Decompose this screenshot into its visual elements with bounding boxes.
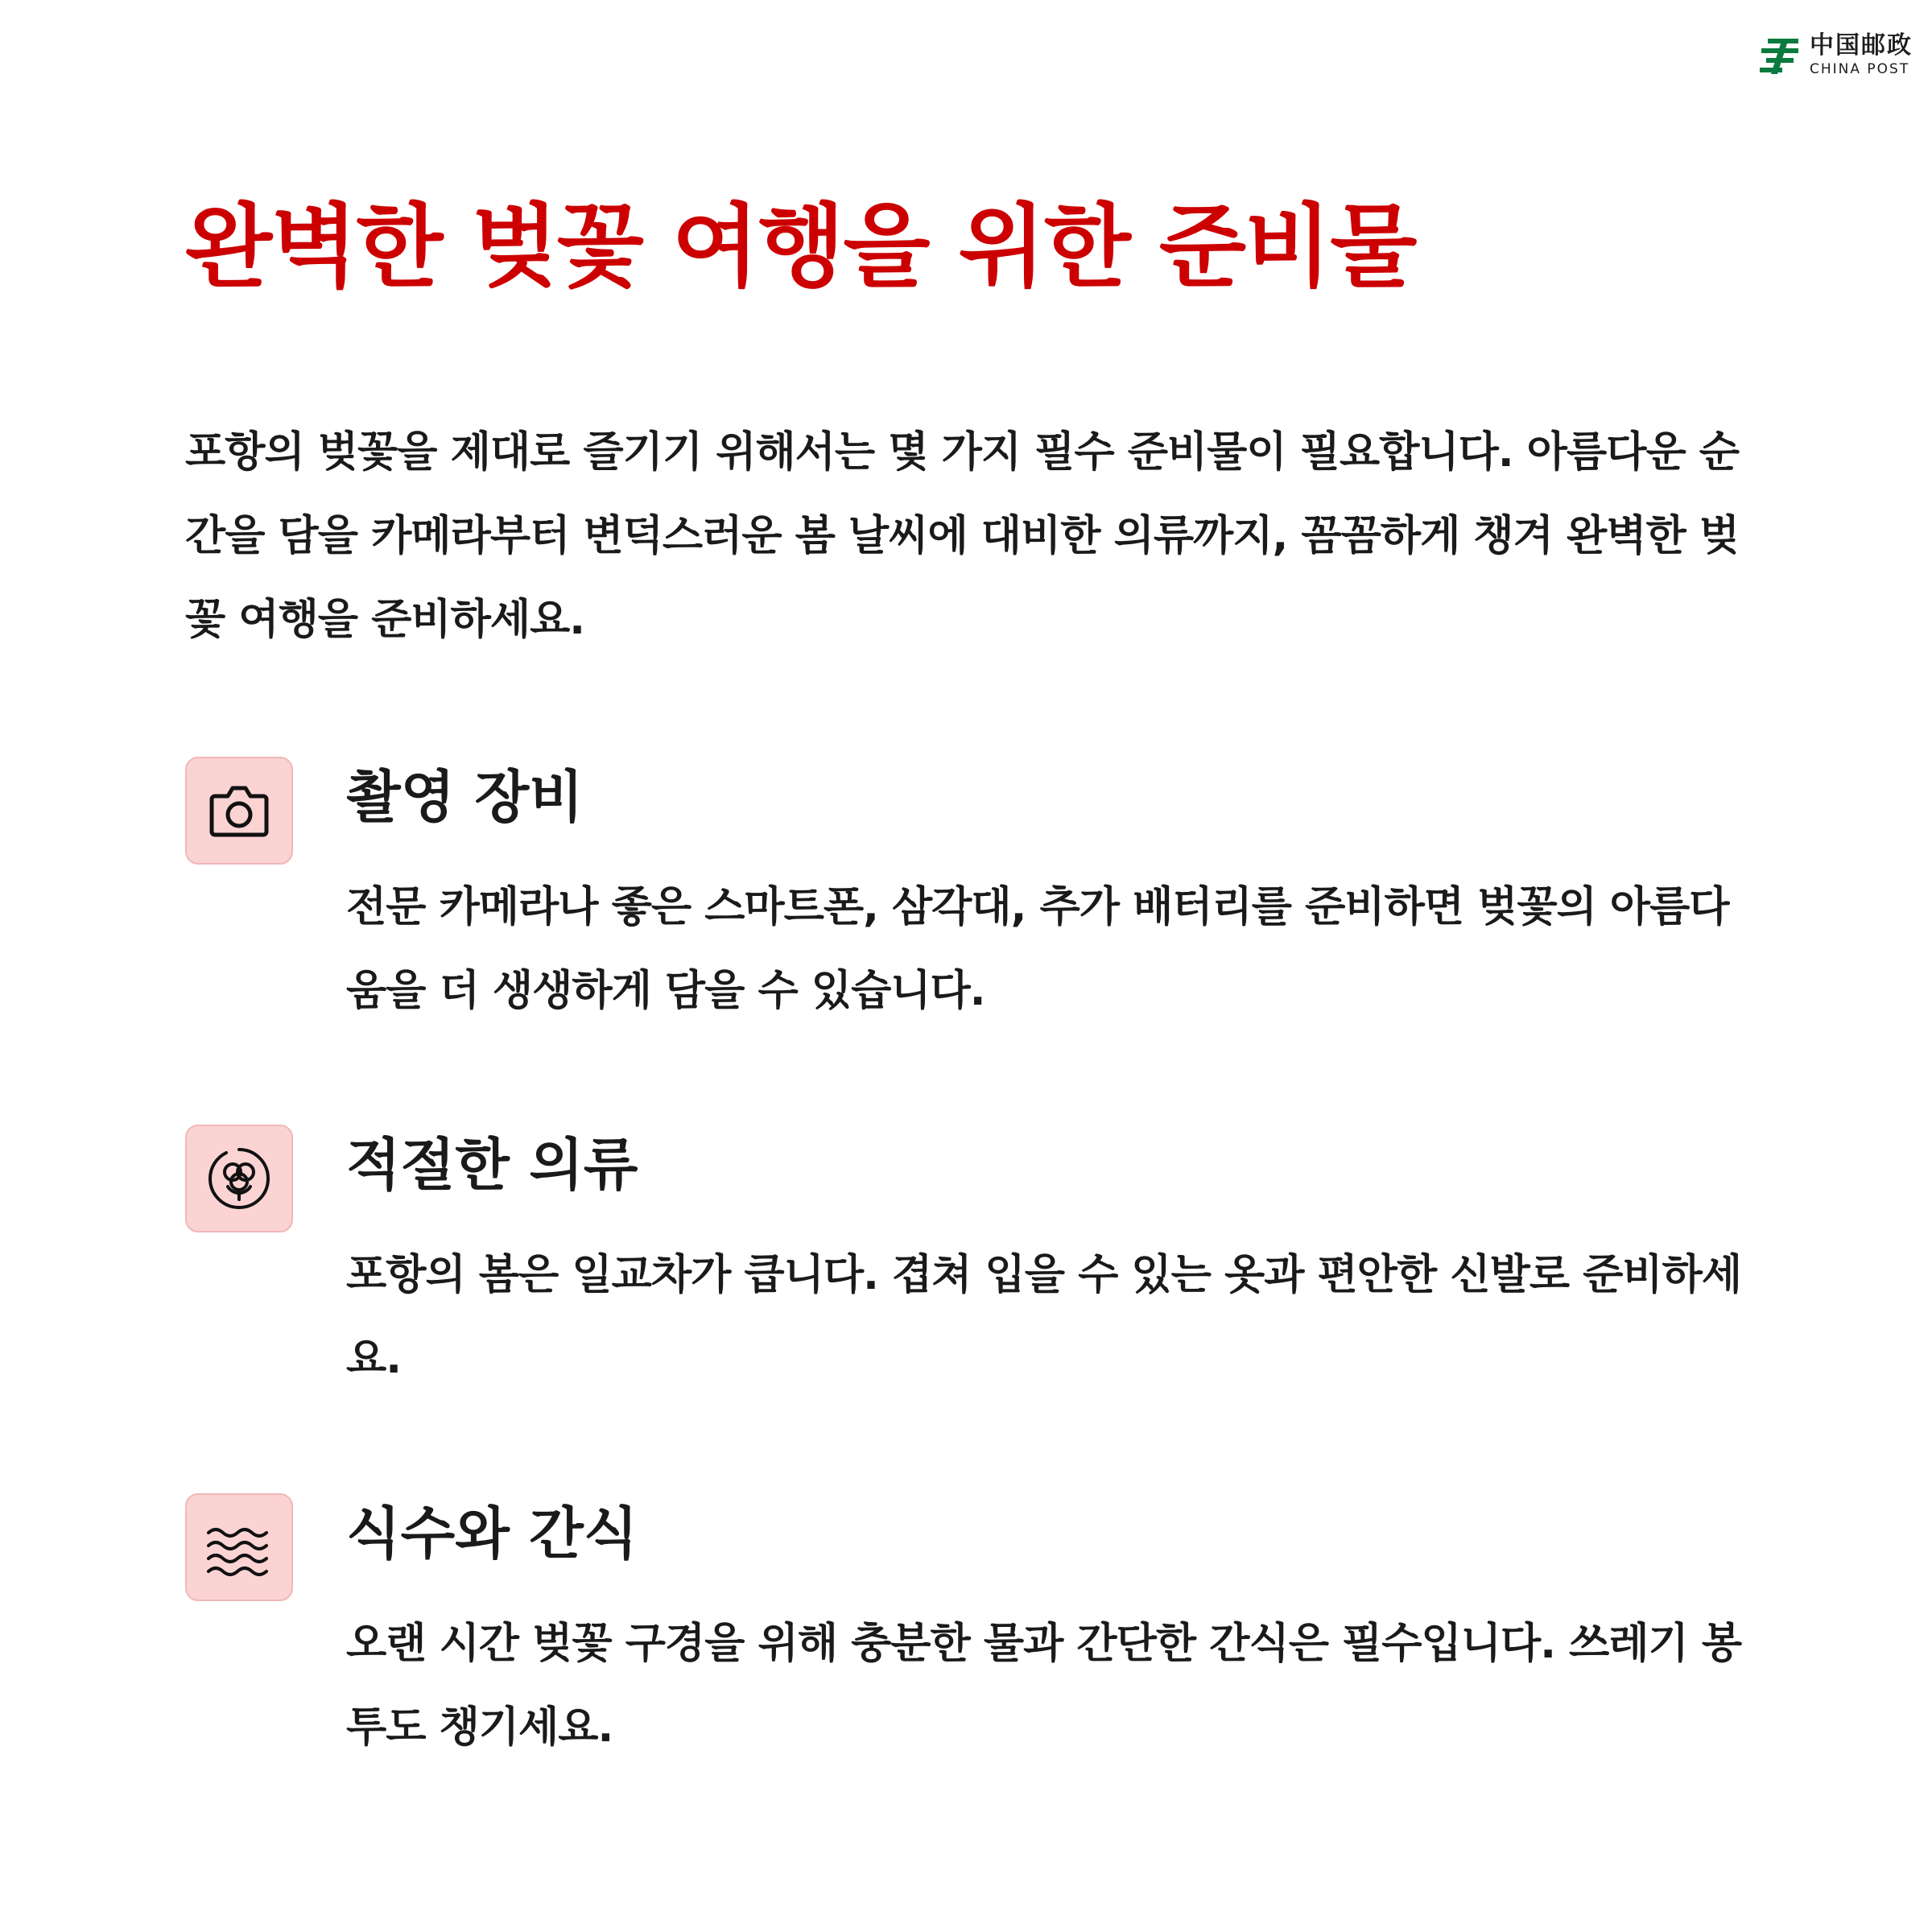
logo-english-text: CHINA POST [1810,60,1910,77]
item-description: 전문 카메라나 좋은 스마트폰, 삼각대, 추가 배터리를 준비하면 벚꽃의 아름다움을 더 생생하게 담을 수 있습니다. [346,883,1729,1015]
item-title: 적절한 의류 [346,1132,638,1198]
item-icon-box [185,757,293,865]
logo-chinese-text: 中国邮政 [1810,31,1913,60]
water-waves-icon [200,1509,278,1586]
page-title: 완벽한 벚꽃 여행을 위한 준비물 [185,195,1416,299]
item-icon-box [185,1125,293,1232]
intro-paragraph: 포항의 벚꽃을 제대로 즐기기 위해서는 몇 가지 필수 준비물이 필요합니다. 아름다운 순간을 담을 카메라부터 변덕스러운 봄 날씨에 대비한 의류까지, 꼼꼼하게 챙겨 완벽한 벚꽃 여행을 준비하세요. [185,428,1740,644]
item-icon-box [185,1493,293,1601]
item-title: 식수와 간식 [346,1501,638,1567]
item-description: 포항의 봄은 일교차가 큽니다. 겹쳐 입을 수 있는 옷과 편안한 신발로 준비하세요. [346,1251,1742,1383]
china-post-logo-icon [1757,32,1802,77]
brand-logo [1757,32,1913,77]
cotton-flower-icon [200,1140,278,1217]
camera-icon [200,772,278,849]
item-title: 촬영 장비 [346,764,584,830]
item-description: 오랜 시간 벚꽃 구경을 위해 충분한 물과 간단한 간식은 필수입니다. 쓰레기 봉투도 챙기세요. [346,1620,1742,1752]
